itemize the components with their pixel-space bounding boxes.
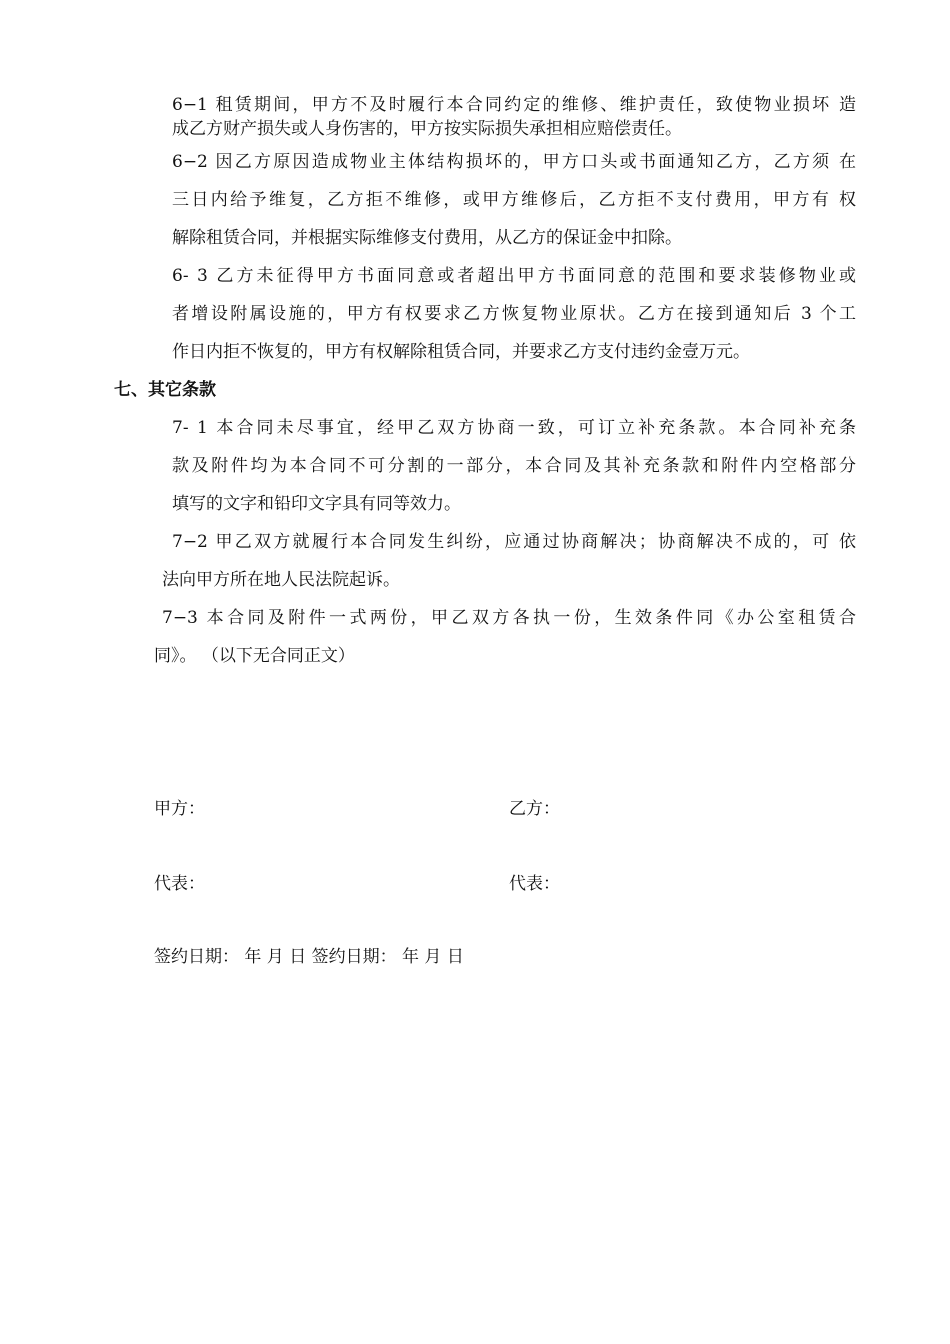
clause-6-2-line-3: 解除租赁合同，并根据实际维修支付费用，从乙方的保证金中扣除。 (172, 228, 682, 248)
clause-6-2-line-1: 6−2 因乙方原因造成物业主体结构损坏的，甲方口头或书面通知乙方，乙方须 在 (172, 152, 856, 172)
representative-b-label: 代表： (509, 874, 560, 894)
section-7-heading: 七、其它条款 (114, 380, 216, 400)
clause-6-1-line-1: 6−1 租赁期间，甲方不及时履行本合同约定的维修、维护责任，致使物业损坏 造 (172, 95, 856, 115)
representative-a-label: 代表： (154, 874, 205, 894)
party-b-label: 乙方： (509, 799, 560, 819)
clause-7-3-line-2: 同》。 （以下无合同正文） (154, 646, 355, 666)
clause-7-1-line-2: 款及附件均为本合同不可分割的一部分，本合同及其补充条款和附件内空格部分 (172, 456, 856, 476)
clause-7-1-line-3: 填写的文字和铅印文字具有同等效力。 (172, 494, 461, 514)
clause-7-3-line-1: 7−3 本合同及附件一式两份，甲乙双方各执一份，生效条件同《办公室租赁合 (162, 608, 856, 628)
clause-7-1-line-1: 7- 1 本合同未尽事宜，经甲乙双方协商一致，可订立补充条款。本合同补充条 (172, 418, 856, 438)
clause-6-3-line-2: 者增设附属设施的，甲方有权要求乙方恢复物业原状。乙方在接到通知后 3 个工 (172, 304, 856, 324)
clause-6-3-line-1: 6- 3 乙方未征得甲方书面同意或者超出甲方书面同意的范围和要求装修物业或 (172, 266, 856, 286)
clause-6-1-line-2: 成乙方财产损失或人身伤害的，甲方按实际损失承担相应赔偿责任。 (172, 119, 682, 139)
party-a-label: 甲方： (154, 799, 205, 819)
clause-6-3-line-3: 作日内拒不恢复的，甲方有权解除租赁合同，并要求乙方支付违约金壹万元。 (172, 342, 750, 362)
clause-6-2-line-2: 三日内给予维复，乙方拒不维修，或甲方维修后，乙方拒不支付费用，甲方有 权 (172, 190, 856, 210)
clause-7-2-line-2: 法向甲方所在地人民法院起诉。 (162, 570, 400, 590)
clause-7-2-line-1: 7−2 甲乙双方就履行本合同发生纠纷，应通过协商解决；协商解决不成的，可 依 (172, 532, 856, 552)
signing-date-line: 签约日期： 年 月 日 签约日期： 年 月 日 (154, 947, 464, 967)
